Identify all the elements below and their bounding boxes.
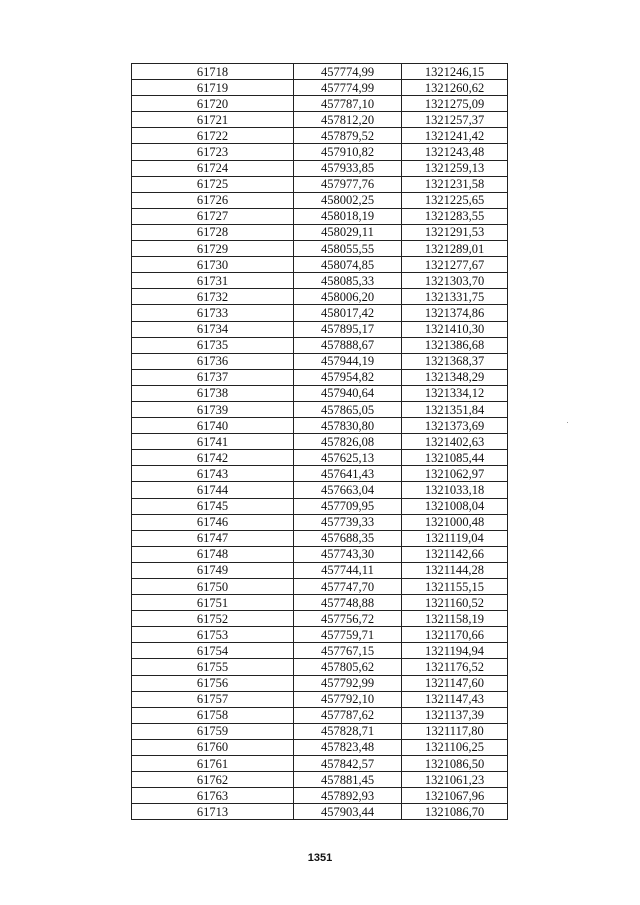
table-row (132, 192, 508, 208)
x-coordinate-cell: 457826,08 (294, 434, 402, 450)
table-row (132, 659, 508, 675)
y-coordinate-cell: 1321402,63 (402, 434, 508, 450)
y-coordinate-cell: 1321194,94 (402, 643, 508, 659)
y-coordinate-cell: 1321283,55 (402, 208, 508, 224)
x-coordinate-cell: 457910,82 (294, 144, 402, 160)
point-number-cell: 61728 (132, 224, 294, 240)
table-row (132, 434, 508, 450)
x-coordinate-cell: 457787,62 (294, 707, 402, 723)
y-coordinate-cell: 1321373,69 (402, 418, 508, 434)
x-coordinate-cell: 457830,80 (294, 418, 402, 434)
x-coordinate-cell: 458055,55 (294, 241, 402, 257)
table-row (132, 401, 508, 417)
table-row (132, 208, 508, 224)
point-number-cell: 61750 (132, 579, 294, 595)
table-row (132, 562, 508, 578)
x-coordinate-cell: 458002,25 (294, 192, 402, 208)
x-coordinate-cell: 457892,93 (294, 788, 402, 804)
y-coordinate-cell: 1321231,58 (402, 176, 508, 192)
table-row (132, 579, 508, 595)
point-number-cell: 61761 (132, 756, 294, 772)
point-number-cell: 61732 (132, 289, 294, 305)
y-coordinate-cell: 1321033,18 (402, 482, 508, 498)
table-row (132, 804, 508, 820)
point-number-cell: 61756 (132, 675, 294, 691)
table-row (132, 257, 508, 273)
x-coordinate-cell: 457903,44 (294, 804, 402, 820)
y-coordinate-cell: 1321144,28 (402, 562, 508, 578)
x-coordinate-cell: 457774,99 (294, 80, 402, 96)
table-row (132, 353, 508, 369)
table-row (132, 739, 508, 755)
coordinates-table-body (132, 64, 508, 820)
table-row (132, 385, 508, 401)
point-number-cell: 61753 (132, 627, 294, 643)
table-row (132, 305, 508, 321)
y-coordinate-cell: 1321160,52 (402, 595, 508, 611)
y-coordinate-cell: 1321291,53 (402, 224, 508, 240)
table-row (132, 321, 508, 337)
point-number-cell: 61722 (132, 128, 294, 144)
table-row (132, 643, 508, 659)
y-coordinate-cell: 1321106,25 (402, 739, 508, 755)
table-row (132, 772, 508, 788)
point-number-cell: 61737 (132, 369, 294, 385)
y-coordinate-cell: 1321259,13 (402, 160, 508, 176)
y-coordinate-cell: 1321277,67 (402, 257, 508, 273)
point-number-cell: 61723 (132, 144, 294, 160)
table-row (132, 112, 508, 128)
point-number-cell: 61740 (132, 418, 294, 434)
point-number-cell: 61739 (132, 401, 294, 417)
table-row (132, 369, 508, 385)
point-number-cell: 61713 (132, 804, 294, 820)
y-coordinate-cell: 1321061,23 (402, 772, 508, 788)
y-coordinate-cell: 1321062,97 (402, 466, 508, 482)
table-row (132, 514, 508, 530)
table-row (132, 675, 508, 691)
table-row (132, 64, 508, 80)
point-number-cell: 61741 (132, 434, 294, 450)
y-coordinate-cell: 1321331,75 (402, 289, 508, 305)
point-number-cell: 61726 (132, 192, 294, 208)
y-coordinate-cell: 1321119,04 (402, 530, 508, 546)
point-number-cell: 61759 (132, 723, 294, 739)
y-coordinate-cell: 1321386,68 (402, 337, 508, 353)
table-row (132, 466, 508, 482)
point-number-cell: 61735 (132, 337, 294, 353)
x-coordinate-cell: 457744,11 (294, 562, 402, 578)
table-row (132, 450, 508, 466)
x-coordinate-cell: 457888,67 (294, 337, 402, 353)
y-coordinate-cell: 1321147,60 (402, 675, 508, 691)
table-row (132, 176, 508, 192)
x-coordinate-cell: 457828,71 (294, 723, 402, 739)
y-coordinate-cell: 1321067,96 (402, 788, 508, 804)
table-row (132, 756, 508, 772)
y-coordinate-cell: 1321303,70 (402, 273, 508, 289)
table-row (132, 611, 508, 627)
y-coordinate-cell: 1321137,39 (402, 707, 508, 723)
x-coordinate-cell: 457842,57 (294, 756, 402, 772)
y-coordinate-cell: 1321158,19 (402, 611, 508, 627)
point-number-cell: 61738 (132, 385, 294, 401)
y-coordinate-cell: 1321008,04 (402, 498, 508, 514)
x-coordinate-cell: 457641,43 (294, 466, 402, 482)
x-coordinate-cell: 457879,52 (294, 128, 402, 144)
x-coordinate-cell: 457625,13 (294, 450, 402, 466)
point-number-cell: 61729 (132, 241, 294, 257)
x-coordinate-cell: 457933,85 (294, 160, 402, 176)
y-coordinate-cell: 1321289,01 (402, 241, 508, 257)
x-coordinate-cell: 457823,48 (294, 739, 402, 755)
y-coordinate-cell: 1321225,65 (402, 192, 508, 208)
table-row (132, 160, 508, 176)
y-coordinate-cell: 1321085,44 (402, 450, 508, 466)
y-coordinate-cell: 1321117,80 (402, 723, 508, 739)
y-coordinate-cell: 1321246,15 (402, 64, 508, 80)
point-number-cell: 61751 (132, 595, 294, 611)
table-row (132, 723, 508, 739)
point-number-cell: 61757 (132, 691, 294, 707)
point-number-cell: 61763 (132, 788, 294, 804)
y-coordinate-cell: 1321351,84 (402, 401, 508, 417)
y-coordinate-cell: 1321257,37 (402, 112, 508, 128)
table-row (132, 691, 508, 707)
point-number-cell: 61742 (132, 450, 294, 466)
x-coordinate-cell: 457767,15 (294, 643, 402, 659)
y-coordinate-cell: 1321260,62 (402, 80, 508, 96)
table-row (132, 788, 508, 804)
y-coordinate-cell: 1321334,12 (402, 385, 508, 401)
y-coordinate-cell: 1321348,29 (402, 369, 508, 385)
table-row (132, 80, 508, 96)
x-coordinate-cell: 457977,76 (294, 176, 402, 192)
x-coordinate-cell: 458074,85 (294, 257, 402, 273)
x-coordinate-cell: 457895,17 (294, 321, 402, 337)
point-number-cell: 61743 (132, 466, 294, 482)
table-row (132, 289, 508, 305)
point-number-cell: 61734 (132, 321, 294, 337)
point-number-cell: 61731 (132, 273, 294, 289)
table-row (132, 498, 508, 514)
scan-speck (567, 422, 568, 423)
table-row (132, 144, 508, 160)
point-number-cell: 61745 (132, 498, 294, 514)
y-coordinate-cell: 1321086,70 (402, 804, 508, 820)
table-row (132, 627, 508, 643)
table-row (132, 595, 508, 611)
y-coordinate-cell: 1321155,15 (402, 579, 508, 595)
point-number-cell: 61755 (132, 659, 294, 675)
table-row (132, 224, 508, 240)
x-coordinate-cell: 457944,19 (294, 353, 402, 369)
table-row (132, 337, 508, 353)
point-number-cell: 61758 (132, 707, 294, 723)
x-coordinate-cell: 458018,19 (294, 208, 402, 224)
y-coordinate-cell: 1321147,43 (402, 691, 508, 707)
x-coordinate-cell: 457688,35 (294, 530, 402, 546)
point-number-cell: 61747 (132, 530, 294, 546)
x-coordinate-cell: 457940,64 (294, 385, 402, 401)
point-number-cell: 61720 (132, 96, 294, 112)
y-coordinate-cell: 1321241,42 (402, 128, 508, 144)
page-number: 1351 (307, 852, 333, 864)
point-number-cell: 61752 (132, 611, 294, 627)
x-coordinate-cell: 458017,42 (294, 305, 402, 321)
y-coordinate-cell: 1321374,86 (402, 305, 508, 321)
point-number-cell: 61754 (132, 643, 294, 659)
x-coordinate-cell: 457759,71 (294, 627, 402, 643)
x-coordinate-cell: 457865,05 (294, 401, 402, 417)
x-coordinate-cell: 457739,33 (294, 514, 402, 530)
point-number-cell: 61749 (132, 562, 294, 578)
y-coordinate-cell: 1321275,09 (402, 96, 508, 112)
y-coordinate-cell: 1321142,66 (402, 546, 508, 562)
x-coordinate-cell: 457792,10 (294, 691, 402, 707)
x-coordinate-cell: 457748,88 (294, 595, 402, 611)
x-coordinate-cell: 457743,30 (294, 546, 402, 562)
point-number-cell: 61760 (132, 739, 294, 755)
x-coordinate-cell: 458085,33 (294, 273, 402, 289)
point-number-cell: 61762 (132, 772, 294, 788)
table-row (132, 546, 508, 562)
point-number-cell: 61724 (132, 160, 294, 176)
table-row (132, 241, 508, 257)
table-row (132, 530, 508, 546)
y-coordinate-cell: 1321086,50 (402, 756, 508, 772)
x-coordinate-cell: 457747,70 (294, 579, 402, 595)
point-number-cell: 61744 (132, 482, 294, 498)
table-row (132, 128, 508, 144)
x-coordinate-cell: 457774,99 (294, 64, 402, 80)
table-row (132, 482, 508, 498)
y-coordinate-cell: 1321368,37 (402, 353, 508, 369)
y-coordinate-cell: 1321170,66 (402, 627, 508, 643)
point-number-cell: 61721 (132, 112, 294, 128)
table-row (132, 707, 508, 723)
point-number-cell: 61748 (132, 546, 294, 562)
x-coordinate-cell: 458006,20 (294, 289, 402, 305)
x-coordinate-cell: 458029,11 (294, 224, 402, 240)
point-number-cell: 61733 (132, 305, 294, 321)
point-number-cell: 61730 (132, 257, 294, 273)
x-coordinate-cell: 457756,72 (294, 611, 402, 627)
coordinates-table (131, 63, 508, 820)
point-number-cell: 61718 (132, 64, 294, 80)
point-number-cell: 61736 (132, 353, 294, 369)
point-number-cell: 61727 (132, 208, 294, 224)
y-coordinate-cell: 1321000,48 (402, 514, 508, 530)
x-coordinate-cell: 457787,10 (294, 96, 402, 112)
table-row (132, 96, 508, 112)
x-coordinate-cell: 457954,82 (294, 369, 402, 385)
y-coordinate-cell: 1321176,52 (402, 659, 508, 675)
x-coordinate-cell: 457805,62 (294, 659, 402, 675)
table-row (132, 418, 508, 434)
x-coordinate-cell: 457881,45 (294, 772, 402, 788)
x-coordinate-cell: 457709,95 (294, 498, 402, 514)
x-coordinate-cell: 457792,99 (294, 675, 402, 691)
point-number-cell: 61719 (132, 80, 294, 96)
point-number-cell: 61725 (132, 176, 294, 192)
x-coordinate-cell: 457663,04 (294, 482, 402, 498)
x-coordinate-cell: 457812,20 (294, 112, 402, 128)
y-coordinate-cell: 1321410,30 (402, 321, 508, 337)
point-number-cell: 61746 (132, 514, 294, 530)
table-row (132, 273, 508, 289)
y-coordinate-cell: 1321243,48 (402, 144, 508, 160)
